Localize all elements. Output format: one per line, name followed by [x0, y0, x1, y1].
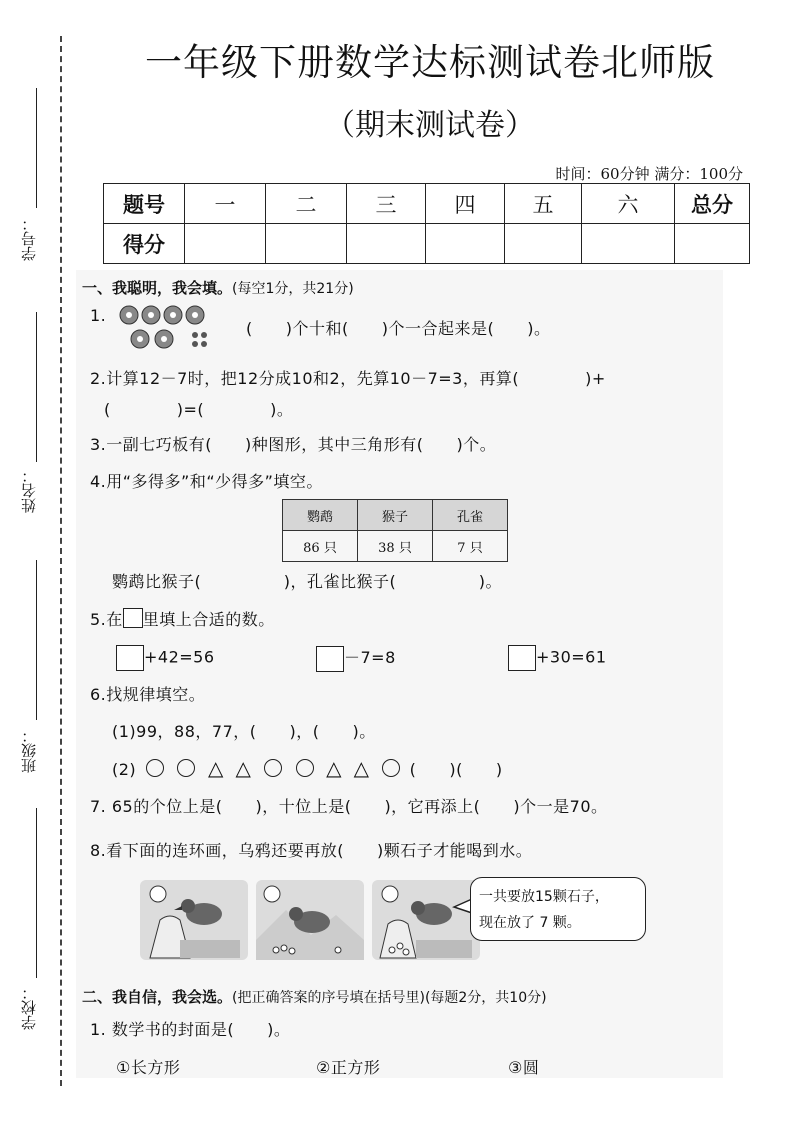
s2q1-option-3: ③圆	[508, 1058, 540, 1077]
bubble-line-2: 现在放了 7 颗。	[479, 915, 581, 931]
circle-icon	[177, 759, 195, 777]
q6-part2-label: (2)	[112, 760, 137, 779]
q1-number: 1.	[90, 306, 107, 325]
q3-text: 3.一副七巧板有( )种图形，其中三角形有( )个。	[90, 435, 497, 454]
s2q1-option-1: ①长方形	[116, 1058, 181, 1077]
q6-part2-blanks: ( )( )	[409, 760, 503, 779]
triangle-icon: △	[326, 756, 342, 780]
animal-count-cell: 7 只	[433, 531, 508, 562]
animal-table-value-row	[283, 531, 508, 562]
q2-line1: 2.计算12－7时，把12分成10和2，先算10－7=3，再算( )+	[90, 369, 606, 388]
name-label: 姓名：	[20, 468, 38, 513]
score-header-cell: 题号	[104, 184, 185, 224]
circle-icon	[146, 759, 164, 777]
section2-heading	[82, 986, 547, 1007]
comic-panel-1	[140, 880, 248, 960]
s2q1-option-2: ②正方形	[316, 1058, 381, 1077]
triangle-icon: △	[353, 756, 370, 780]
q6-text: 6.找规律填空。	[90, 685, 206, 704]
q5-text-a: 5.在	[90, 610, 123, 629]
score-header-cell: 二	[266, 184, 347, 224]
q4-text: 4.用“多得多”和“少得多”填空。	[90, 472, 323, 491]
page-subtitle: （期末测试卷）	[325, 108, 535, 143]
score-header-cell: 六	[582, 184, 675, 224]
time-info: 时间：60分钟 满分：100分	[555, 165, 743, 183]
score-cell[interactable]	[185, 224, 266, 264]
q2-line2: ( )=( )。	[104, 400, 294, 419]
triangle-icon: △	[235, 756, 252, 780]
q5-equation-3	[508, 645, 607, 671]
q7-text: 7. 65的个位上是( )，十位上是( )，它再添上( )个一是70。	[90, 797, 608, 816]
comic-panel-3	[372, 880, 480, 960]
score-table	[103, 183, 750, 264]
score-header-cell: 总分	[675, 184, 750, 224]
q5-eq3-text: +30=61	[536, 647, 607, 667]
animal-count-cell: 86 只	[283, 531, 358, 562]
class-line	[36, 560, 37, 720]
score-cell[interactable]	[266, 224, 347, 264]
page-title: 一年级下册数学达标测试卷北师版	[145, 41, 715, 84]
crow-drinking-icon	[372, 880, 480, 960]
bubble-line-1: 一共要放15颗石子，	[479, 889, 609, 905]
section2-title: 二、我自信，我会选。	[82, 988, 233, 1006]
section1-heading	[82, 277, 354, 298]
q1-text: ( )个十和( )个一合起来是( )。	[246, 319, 551, 338]
class-label: 班级：	[20, 728, 38, 773]
animal-table-header-row	[283, 500, 508, 531]
score-table-score-row	[104, 224, 750, 264]
binding-dashed-line	[60, 36, 62, 1086]
answer-box[interactable]	[116, 645, 144, 671]
speech-bubble	[470, 877, 646, 941]
q5-text	[90, 607, 275, 630]
score-row-label: 得分	[104, 224, 185, 264]
triangle-icon: △	[207, 756, 224, 780]
score-cell[interactable]	[675, 224, 750, 264]
animal-header-cell: 孔雀	[433, 500, 508, 531]
q5-text-b: 里填上合适的数。	[142, 610, 275, 629]
name-line	[36, 312, 37, 462]
section1-note: (每空1分，共21分)	[232, 281, 354, 297]
student-no-line	[36, 88, 37, 208]
s2q1-text: 1. 数学书的封面是( )。	[90, 1020, 291, 1039]
student-no-label: 学号：	[20, 216, 38, 261]
answer-box[interactable]	[316, 646, 344, 672]
score-cell[interactable]	[582, 224, 675, 264]
q5-equation-1	[116, 645, 215, 671]
score-cell[interactable]	[426, 224, 505, 264]
q4-answer-line: 鹦鹉比猴子( )，孔雀比猴子( )。	[112, 572, 502, 591]
q5-eq1-text: +42=56	[144, 647, 215, 667]
crow-bottle-icon	[140, 880, 248, 960]
section1-title: 一、我聪明，我会填。	[82, 279, 233, 297]
circle-icon	[264, 759, 282, 777]
animal-header-cell: 猴子	[358, 500, 433, 531]
crow-stones-icon	[256, 880, 364, 960]
school-label: 学校：	[20, 985, 38, 1030]
animal-header-cell: 鹦鹉	[283, 500, 358, 531]
circle-icon	[296, 759, 314, 777]
q5-equation-2	[316, 645, 396, 672]
circle-icon	[382, 759, 400, 777]
answer-box[interactable]	[508, 645, 536, 671]
section2-note: (把正确答案的序号填在括号里)(每题2分，共10分)	[232, 990, 547, 1006]
score-table-header-row	[104, 184, 750, 224]
score-cell[interactable]	[505, 224, 582, 264]
school-line	[36, 808, 37, 978]
bead-groups-icon	[118, 303, 218, 351]
q6-part2	[112, 756, 503, 780]
score-cell[interactable]	[347, 224, 426, 264]
animal-count-cell: 38 只	[358, 531, 433, 562]
q8-text: 8.看下面的连环画，乌鸦还要再放( )颗石子才能喝到水。	[90, 841, 533, 860]
animal-count-table	[282, 499, 508, 562]
q6-part1: (1)99，88，77，( )，( )。	[112, 722, 376, 741]
q5-box-sample	[123, 608, 143, 628]
comic-panel-2	[256, 880, 364, 960]
score-header-cell: 一	[185, 184, 266, 224]
score-header-cell: 三	[347, 184, 426, 224]
q5-eq2-text: －7=8	[344, 648, 396, 667]
score-header-cell: 五	[505, 184, 582, 224]
score-header-cell: 四	[426, 184, 505, 224]
